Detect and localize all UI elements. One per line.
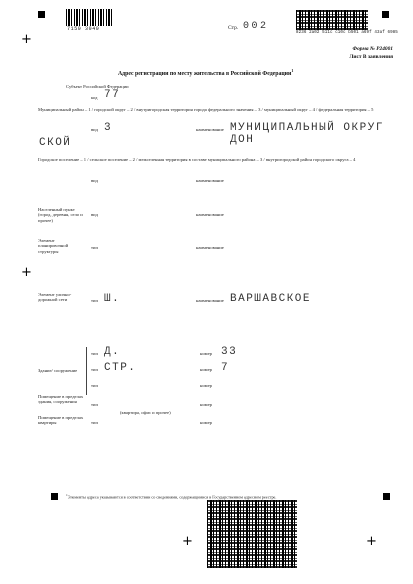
qr-code-bottom <box>207 500 297 568</box>
settlement-kind-label: вид <box>91 178 98 183</box>
municipal-label: Муниципальный район – 1 / городской округ – 2 / внутригородская территория города федерального значения – 3 / муниципальный округ – 4 / федеральная территория – 5 <box>38 107 374 112</box>
street-name-value: ВАРШАВСКОЕ <box>230 293 312 305</box>
registration-mark-bottom-left <box>51 493 58 500</box>
building-number-value-1: 33 <box>221 346 238 358</box>
apartment-premises-label: Помещение в пределах квартиры <box>38 415 84 426</box>
footnote <box>66 493 276 500</box>
building-number-label-2: номер <box>200 367 212 372</box>
building-label: Здание/ сооружение <box>38 368 78 373</box>
settlement-name-label: наименование <box>196 178 224 183</box>
section-title <box>118 68 293 77</box>
street-label: Элемент улично-дорожной сети <box>38 292 72 303</box>
municipal-name-value-line1: МУНИЦИПАЛЬНЫЙ ОКРУГ ДОН <box>230 122 384 146</box>
subject-label: Субъект Российской Федерации <box>66 84 129 89</box>
locality-label: Населенный пункт (город, деревня, село и прочее) <box>38 207 83 223</box>
subject-code-label: код <box>91 95 98 100</box>
qr-caption: 8236 2a02 511c c10c b501 a69f 43af 6985 <box>296 31 398 35</box>
municipal-name-value-line2: СКОЙ <box>39 137 72 149</box>
building-type-label-2: тип <box>91 367 98 372</box>
building-type-value-1: Д. <box>104 346 121 358</box>
page-number: 002 <box>243 21 269 32</box>
form-number: Форма № Р24001 <box>352 46 393 52</box>
locality-kind-label: вид <box>91 212 98 217</box>
building-number-value-2: 7 <box>221 362 230 374</box>
cross-mark-left-middle: + <box>21 265 32 280</box>
subject-code-value: 77 <box>104 89 121 101</box>
locality-name-label: наименование <box>196 212 224 217</box>
municipal-kind-value: 3 <box>104 122 113 134</box>
apartment-type-label: тип <box>91 420 98 425</box>
registration-mark-top-left <box>38 11 45 18</box>
building-bracket <box>86 347 87 395</box>
building-number-label-3: номер <box>200 383 212 388</box>
premises-label: Помещение в пределах здания, сооружения <box>38 394 84 405</box>
building-type-label-3: тип <box>91 383 98 388</box>
premises-type-label: тип <box>91 402 98 407</box>
cross-mark-left-top: + <box>21 32 32 47</box>
barcode-number: 7150 3040 <box>67 26 100 32</box>
premises-number-label: номер <box>200 402 212 407</box>
footnote-text: Элементы адреса указываются в соответствии со сведениями, содержащимися в Государственном адресном реестре. <box>67 494 277 500</box>
apartment-number-label: номер <box>200 420 212 425</box>
planning-type-label: тип <box>91 245 98 250</box>
settlement-label: Городское поселение – 1 / сельское поселение – 2 / межселенная территория в составе муниципального района – 3 / внутригородской район городского округа – 4 <box>38 157 356 162</box>
street-type-value: Ш. <box>104 293 121 305</box>
building-number-label-1: номер <box>200 351 212 356</box>
planning-name-label: наименование <box>196 245 224 250</box>
building-type-value-2: СТР. <box>104 362 137 374</box>
street-type-label: тип <box>91 298 98 303</box>
street-name-label: наименование <box>196 298 224 303</box>
registration-mark-top-right <box>382 11 389 18</box>
sheet-label: Лист В заявления <box>349 54 393 60</box>
page-label: Стр. <box>228 25 239 31</box>
building-type-label-1: тип <box>91 351 98 356</box>
section-title-text: Адрес регистрации по месту жительства в Российской Федерации <box>118 70 292 77</box>
footnote-number: 1 <box>66 493 68 497</box>
municipal-kind-label: вид <box>91 127 98 132</box>
linear-barcode <box>66 9 114 26</box>
qr-code-top <box>296 10 368 30</box>
registration-mark-bottom-right <box>383 493 390 500</box>
municipal-name-label: наименование <box>196 127 224 132</box>
premises-hint: (квартира, офис и прочее) <box>120 410 171 415</box>
cross-mark-bottom-right: + <box>366 534 377 549</box>
cross-mark-bottom-left: + <box>182 534 193 549</box>
planning-label: Элемент планировочной структуры <box>38 238 69 254</box>
footnote-mark: 1 <box>291 68 294 73</box>
